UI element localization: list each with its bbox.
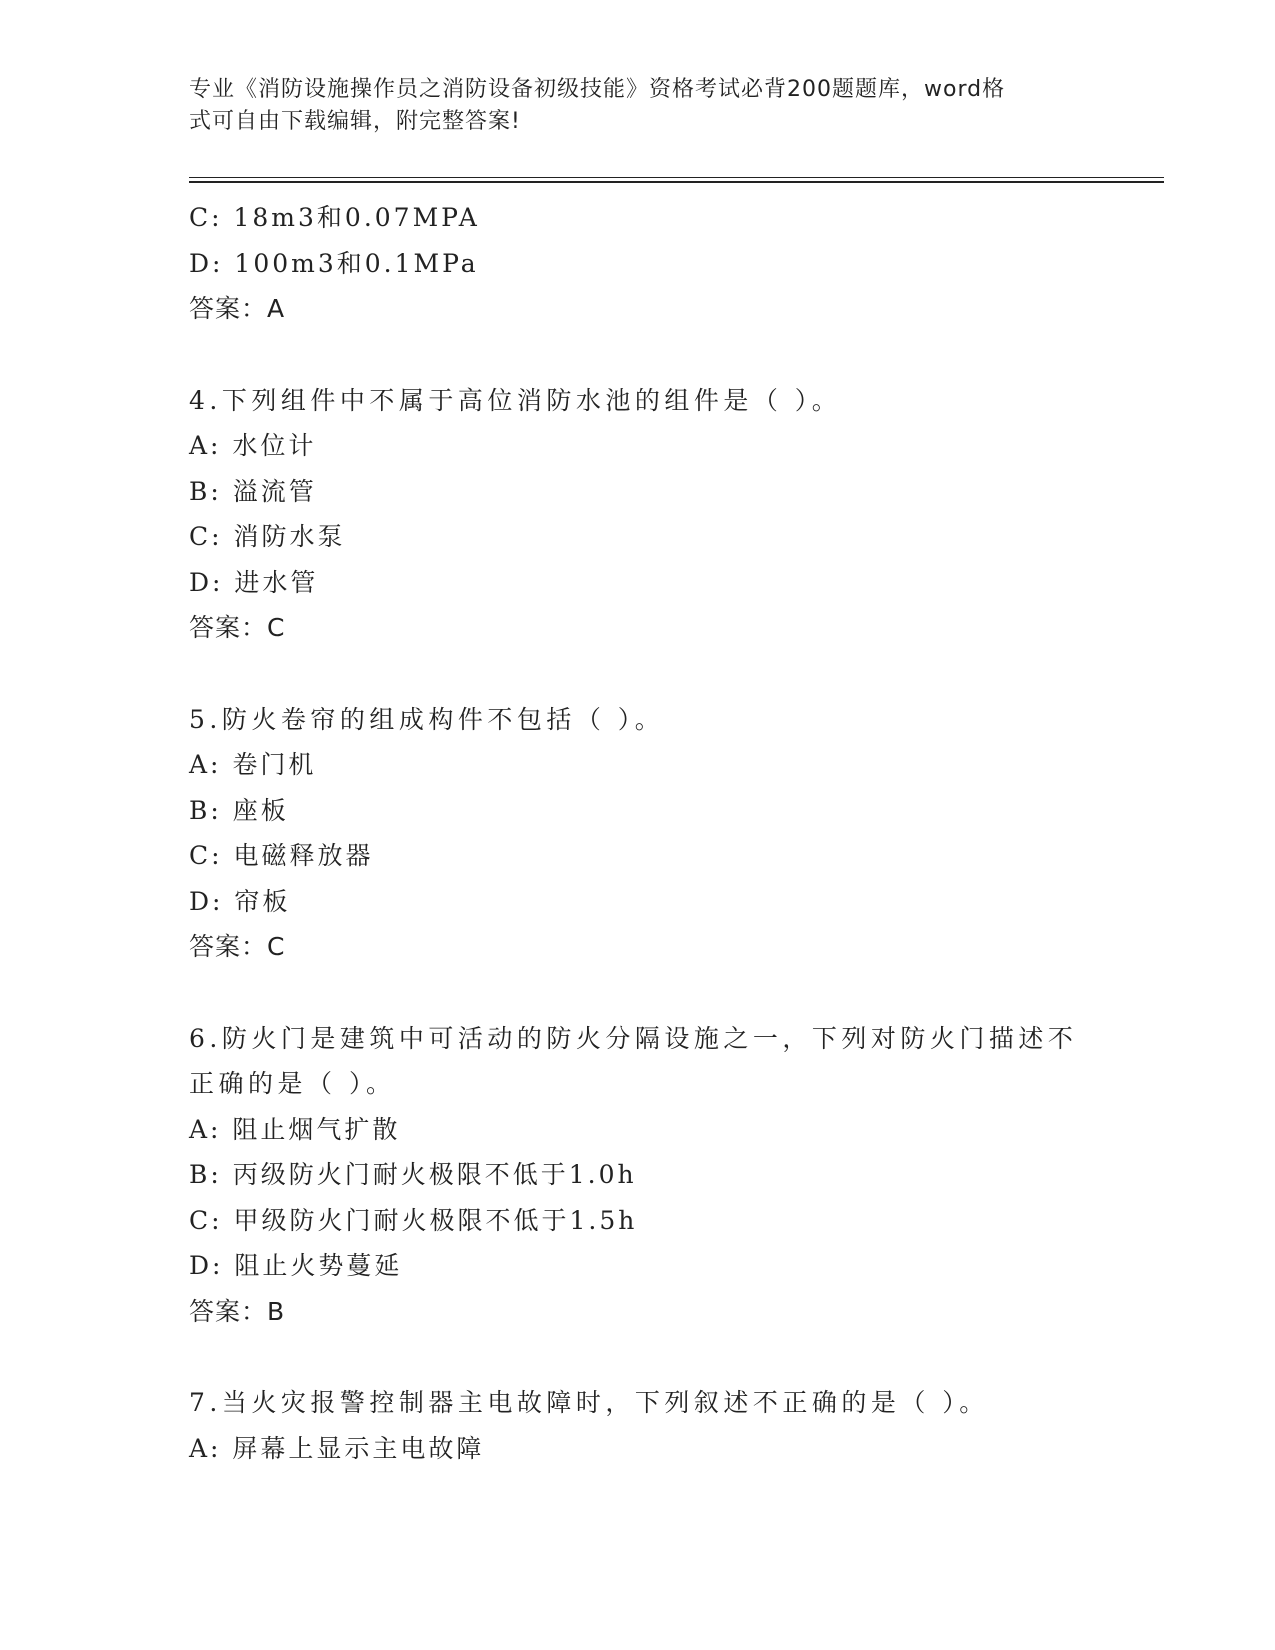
question-3-tail bbox=[189, 195, 1089, 332]
question-list bbox=[189, 195, 1089, 1471]
option-c: C: 电磁释放器 bbox=[189, 841, 374, 870]
spacer bbox=[189, 651, 1089, 697]
question-stem-line-2: 正确的是（ ）。 bbox=[189, 1069, 396, 1098]
option-d: D: 帘板 bbox=[189, 886, 291, 916]
question-stem: 4.下列组件中不属于高位消防水池的组件是（ ）。 bbox=[189, 385, 842, 415]
answer: 答案：A bbox=[189, 294, 286, 323]
option-c: C: 消防水泵 bbox=[189, 522, 346, 551]
option-a: A: 阻止烟气扩散 bbox=[189, 1114, 401, 1144]
question-4 bbox=[189, 378, 1089, 651]
option-c: C: 18m3和0.07MPA bbox=[189, 203, 480, 232]
option-b: B: 丙级防火门耐火极限不低于1.0h bbox=[189, 1160, 637, 1189]
answer: 答案：C bbox=[189, 932, 286, 961]
option-a: A: 卷门机 bbox=[189, 750, 317, 779]
question-stem-line-1: 6.防火门是建筑中可活动的防火分隔设施之一，下列对防火门描述不 bbox=[189, 1023, 1078, 1053]
question-stem: 7.当火灾报警控制器主电故障时，下列叙述不正确的是（ ）。 bbox=[189, 1388, 989, 1417]
answer: 答案：B bbox=[189, 1296, 286, 1326]
spacer bbox=[189, 332, 1089, 378]
document-header bbox=[189, 74, 1089, 138]
header-line-1: 专业《消防设施操作员之消防设备初级技能》资格考试必背200题题库，word格 bbox=[189, 77, 1006, 102]
header-divider-thin bbox=[189, 177, 1164, 178]
question-5 bbox=[189, 697, 1089, 970]
option-a: A: 屏幕上显示主电故障 bbox=[189, 1433, 485, 1463]
question-7 bbox=[189, 1380, 1089, 1471]
spacer bbox=[189, 970, 1089, 1016]
option-d: D: 进水管 bbox=[189, 567, 319, 597]
header-divider-thick bbox=[189, 181, 1164, 183]
option-d: D: 阻止火势蔓延 bbox=[189, 1251, 403, 1280]
answer: 答案：C bbox=[189, 613, 286, 642]
option-c: C: 甲级防火门耐火极限不低于1.5h bbox=[189, 1205, 638, 1235]
spacer bbox=[189, 1334, 1089, 1380]
question-stem: 5.防火卷帘的组成构件不包括（ ）。 bbox=[189, 704, 665, 734]
header-line-2: 式可自由下载编辑，附完整答案! bbox=[189, 109, 521, 134]
option-b: B: 溢流管 bbox=[189, 476, 317, 506]
question-6 bbox=[189, 1016, 1089, 1335]
option-d: D: 100m3和0.1MPa bbox=[189, 248, 479, 278]
option-b: B: 座板 bbox=[189, 795, 289, 825]
option-a: A: 水位计 bbox=[189, 431, 317, 460]
